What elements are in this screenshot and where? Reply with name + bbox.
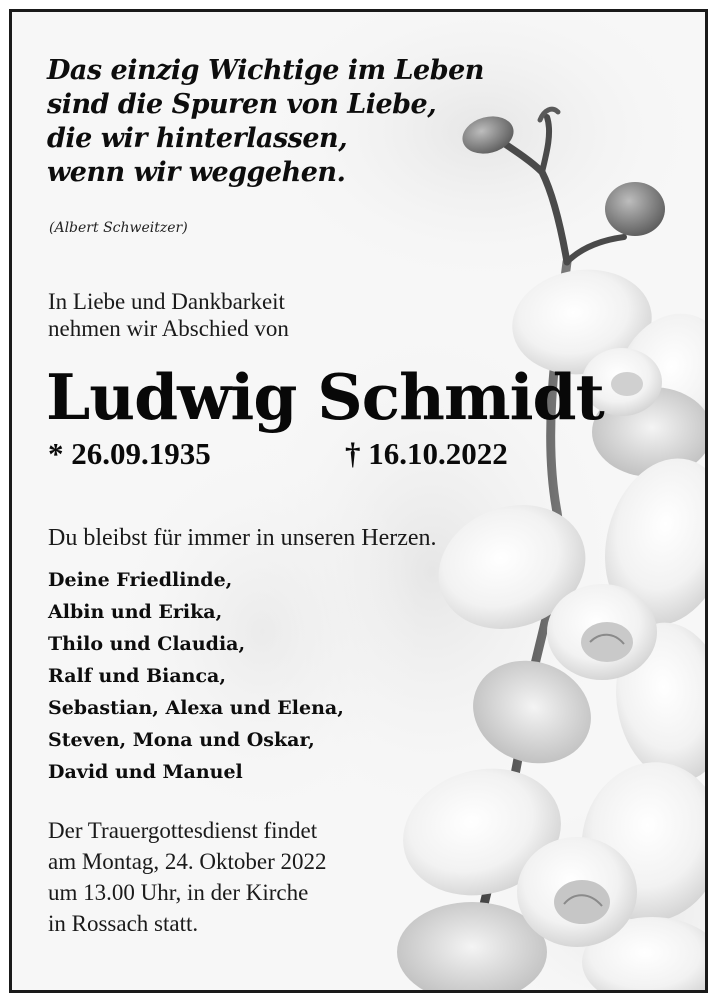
deceased-name: Ludwig Schmidt bbox=[46, 360, 604, 434]
service-line: am Montag, 24. Oktober 2022 bbox=[48, 849, 327, 874]
obituary-card bbox=[9, 9, 708, 993]
intro-line: nehmen wir Abschied von bbox=[48, 316, 289, 341]
mourner-name: Sebastian, Alexa und Elena, bbox=[48, 697, 344, 719]
death-date: † 16.10.2022 bbox=[345, 436, 508, 471]
birth-date: * 26.09.1935 bbox=[48, 436, 211, 471]
intro-line: In Liebe und Dankbarkeit bbox=[48, 289, 285, 314]
service-line: um 13.00 Uhr, in der Kirche bbox=[48, 880, 309, 905]
quote-line: wenn wir weggehen. bbox=[47, 157, 346, 188]
mourner-name: Albin und Erika, bbox=[48, 601, 223, 623]
quote-line: Das einzig Wichtige im Leben bbox=[47, 55, 484, 86]
quote-line: die wir hinterlassen, bbox=[47, 123, 348, 154]
service-line: Der Trauergottesdienst findet bbox=[48, 818, 318, 843]
quote-author: (Albert Schweitzer) bbox=[49, 220, 188, 236]
mourner-name: David und Manuel bbox=[48, 761, 243, 783]
service-line: in Rossach statt. bbox=[48, 911, 199, 936]
quote-line: sind die Spuren von Liebe, bbox=[47, 89, 437, 120]
mourner-name: Deine Friedlinde, bbox=[48, 569, 233, 591]
farewell-line: Du bleibst für immer in unseren Herzen. bbox=[48, 525, 437, 551]
mourner-name: Steven, Mona und Oskar, bbox=[48, 729, 315, 751]
mourner-name: Ralf und Bianca, bbox=[48, 665, 226, 687]
mourner-name: Thilo und Claudia, bbox=[48, 633, 246, 655]
